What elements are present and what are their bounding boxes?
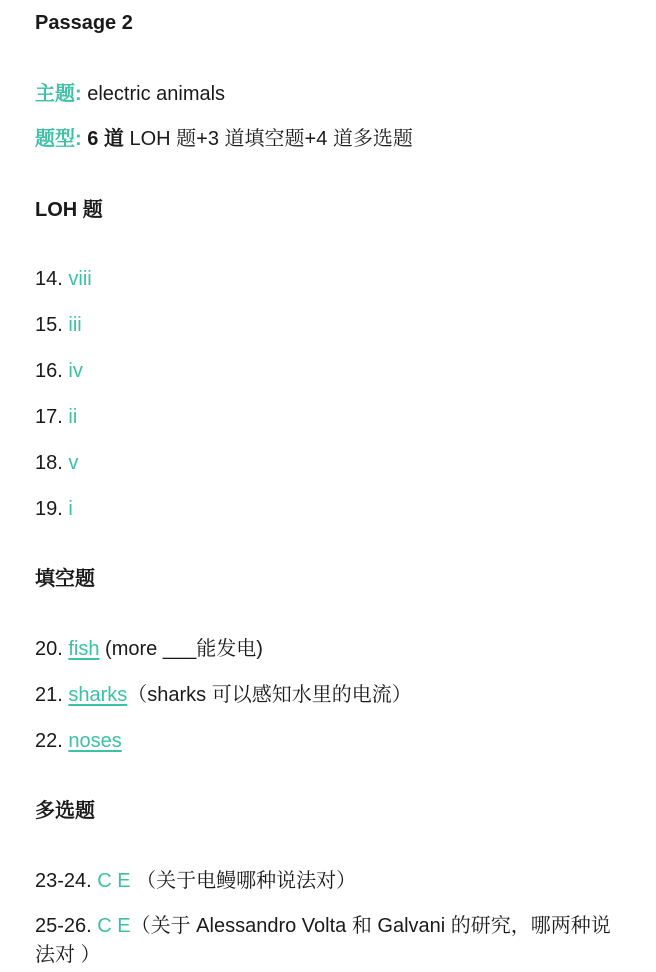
loh-item (35, 358, 83, 384)
fill-heading: 填空题 (35, 568, 95, 590)
question-number: 18. (35, 452, 63, 474)
answer: v (68, 452, 79, 474)
multi-item-continuation: 法对 ） (35, 944, 101, 966)
multi-item (35, 913, 611, 939)
fill-item (35, 728, 122, 754)
answer-note: (more ___能发电) (99, 638, 263, 660)
topic-value: electric animals (87, 83, 226, 105)
answer-note: （关于 Alessandro Volta 和 Galvani 的研究，哪两种说 (130, 915, 611, 937)
loh-item (35, 496, 73, 522)
type-row (35, 126, 413, 152)
question-number: 21. (35, 684, 63, 706)
answer: viii (68, 268, 92, 290)
answer: C E (97, 870, 131, 892)
question-number: 16. (35, 360, 63, 382)
answer: i (68, 498, 73, 520)
answer: iii (68, 314, 82, 336)
loh-item (35, 404, 77, 430)
question-number: 19. (35, 498, 63, 520)
answer-link[interactable]: fish (68, 638, 100, 660)
question-number: 22. (35, 730, 63, 752)
type-value-count: 6 道 (87, 128, 124, 150)
passage-title: Passage 2 (35, 12, 133, 34)
loh-item (35, 312, 82, 338)
answer-link[interactable]: sharks (68, 684, 128, 706)
question-number: 25-26. (35, 915, 92, 937)
fill-item (35, 636, 263, 662)
multi-item (35, 868, 356, 894)
multi-heading: 多选题 (35, 800, 95, 822)
type-value-rest: LOH 题+3 道填空题+4 道多选题 (123, 128, 413, 150)
answer: C E (97, 915, 131, 937)
answer: iv (68, 360, 83, 382)
loh-item (35, 266, 92, 292)
answer: ii (68, 406, 78, 428)
type-label: 题型: (35, 128, 82, 150)
fill-item (35, 682, 412, 708)
answer-link[interactable]: noses (68, 730, 122, 752)
topic-label: 主题: (35, 83, 82, 105)
topic-row (35, 81, 225, 107)
loh-heading: LOH 题 (35, 199, 103, 221)
question-number: 15. (35, 314, 63, 336)
question-number: 14. (35, 268, 63, 290)
question-number: 17. (35, 406, 63, 428)
answer-note: （关于电鳗哪种说法对） (130, 870, 357, 892)
answer-note: （sharks 可以感知水里的电流） (127, 684, 412, 706)
loh-item (35, 450, 78, 476)
question-number: 23-24. (35, 870, 92, 892)
question-number: 20. (35, 638, 63, 660)
